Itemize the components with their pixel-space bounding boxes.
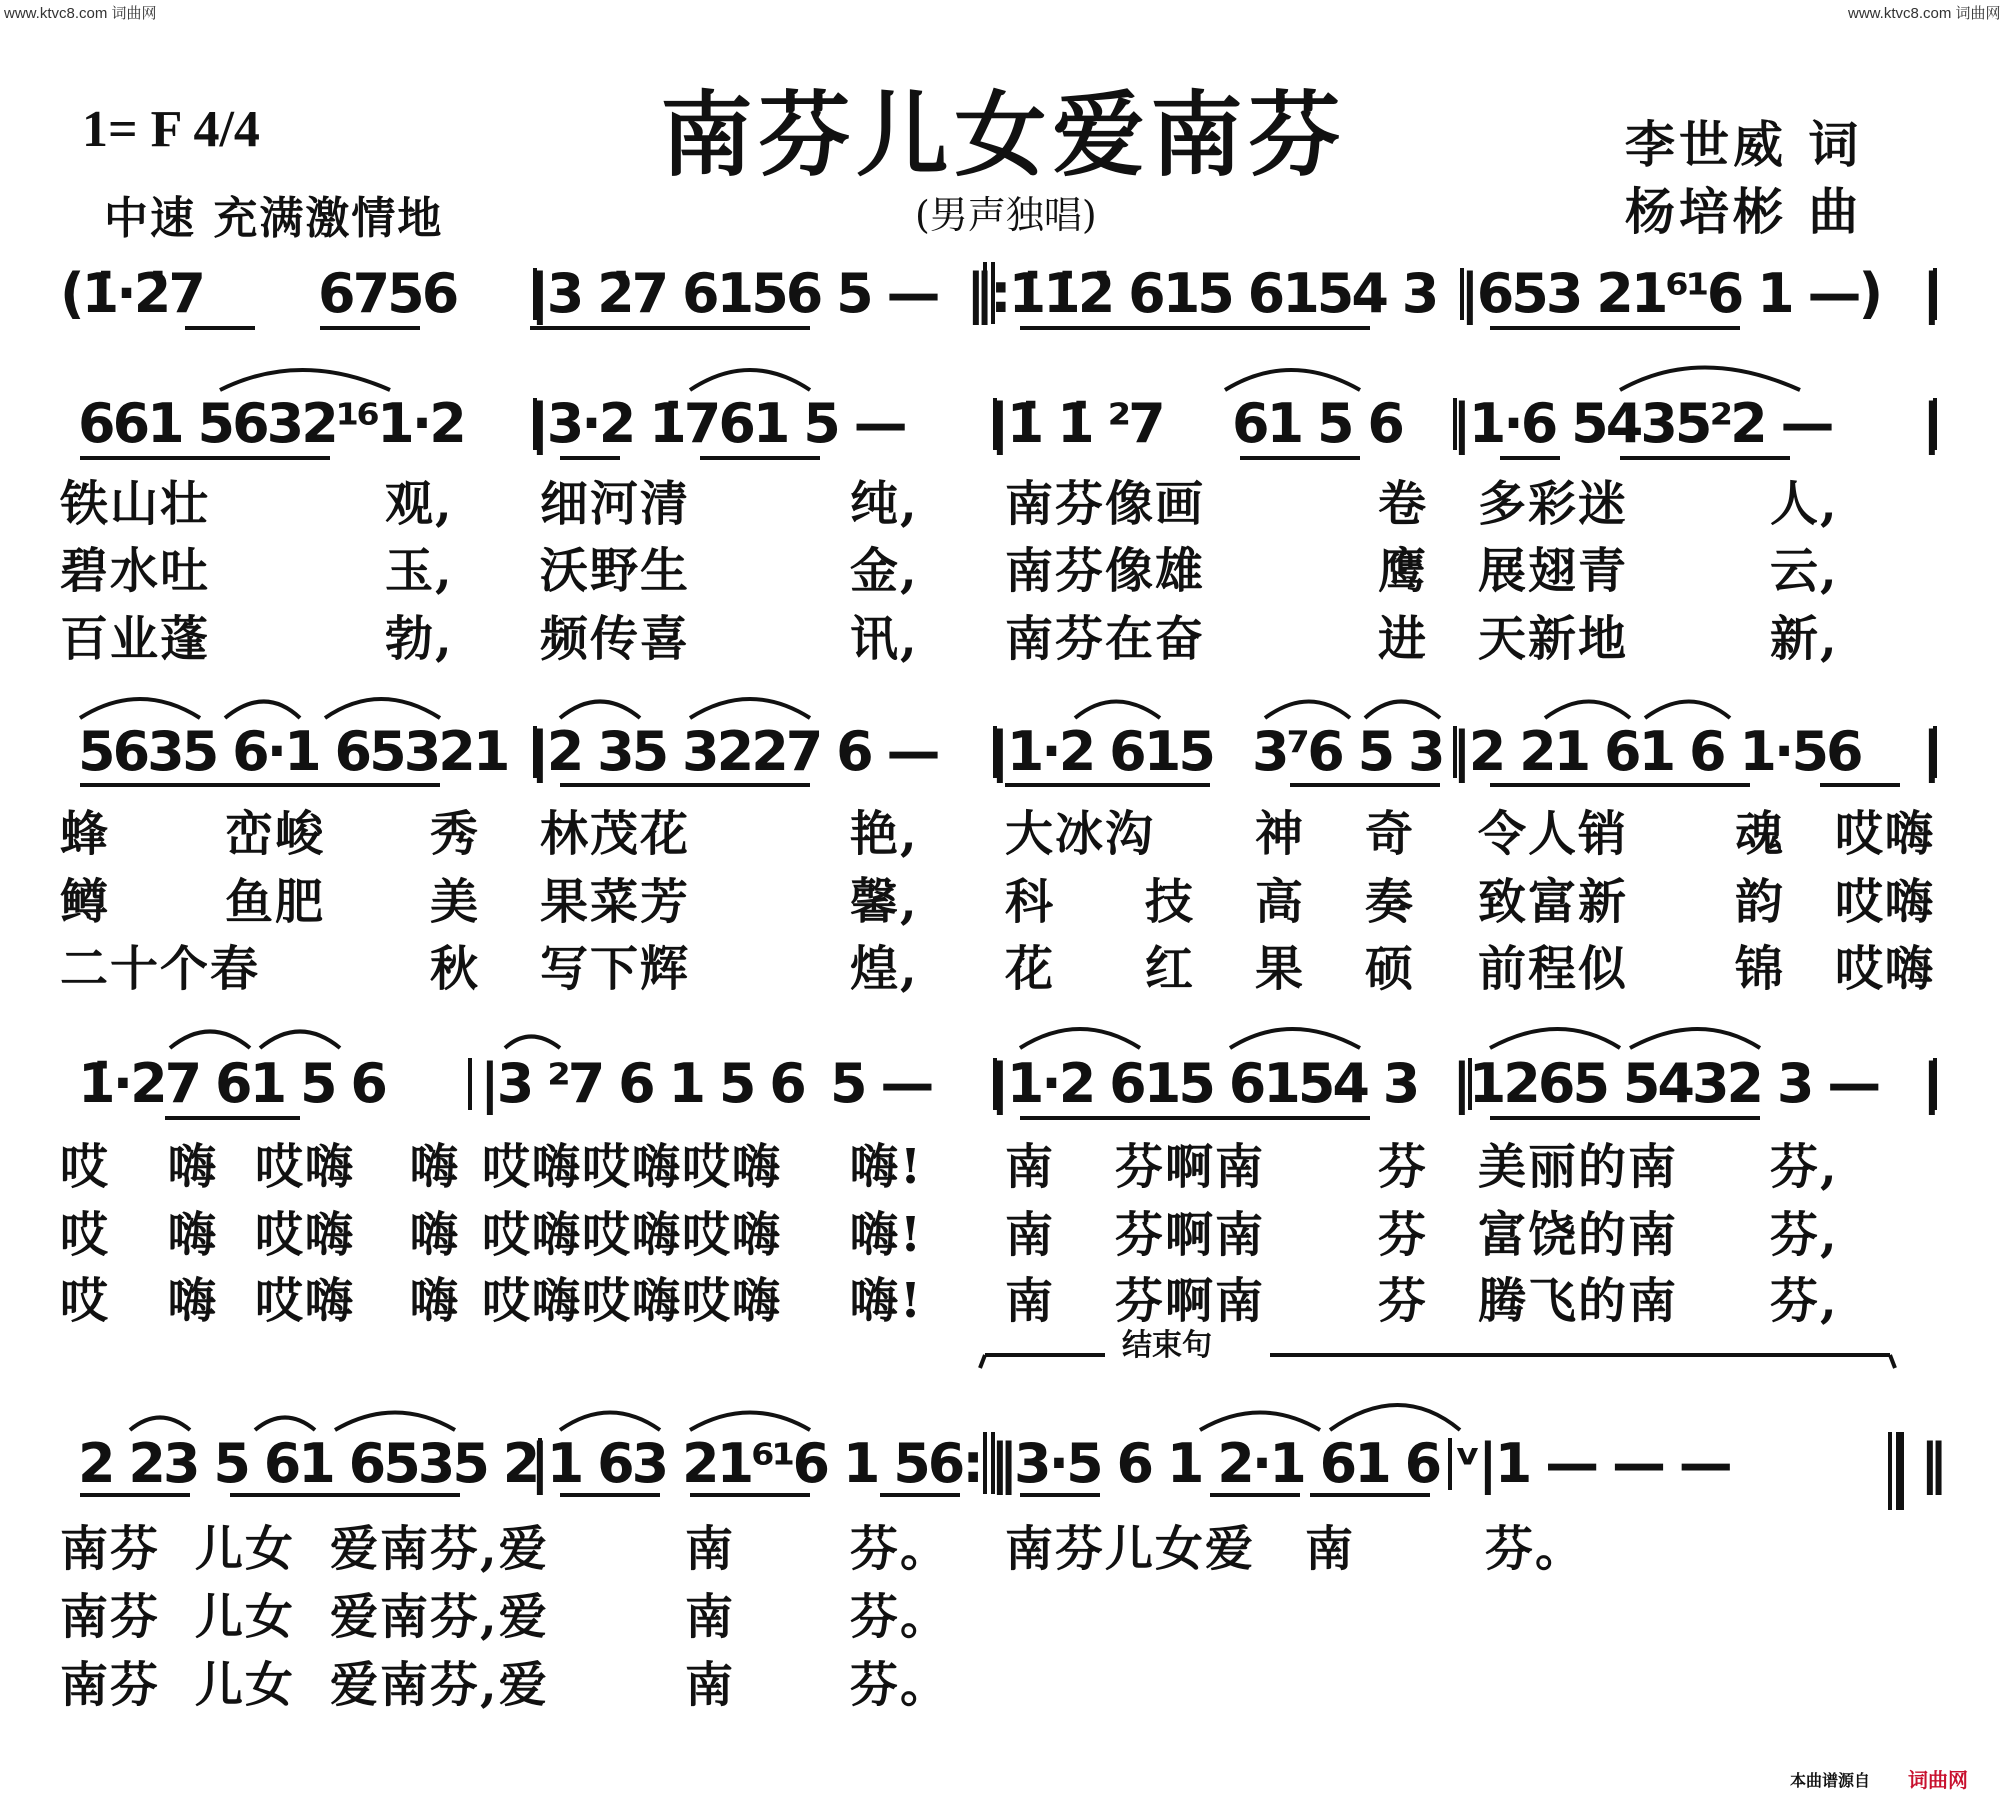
lyric-segment: 芬啊南 xyxy=(1115,1273,1266,1329)
composer-credit: 杨培彬 曲 xyxy=(1625,182,1863,241)
notation-segment: |3 ²7 6 1 5 6 xyxy=(480,1052,804,1115)
lyric-segment: 纯, xyxy=(850,476,919,532)
lyric-segment: 芬, xyxy=(1770,1273,1839,1329)
lyric-segment: 芬 xyxy=(1378,1207,1429,1263)
lyric-segment: 嗨 xyxy=(410,1207,461,1263)
lyric-segment: 锦 xyxy=(1735,941,1786,997)
notation-segment: 6756 xyxy=(318,262,457,325)
lyric-segment: 哎 xyxy=(60,1207,111,1263)
lyric-segment: 南 xyxy=(1005,1139,1056,1195)
lyric-segment: 芬啊南 xyxy=(1115,1139,1266,1195)
lyric-segment: 峦峻 xyxy=(225,806,326,862)
notation-segment: ᵛ|1 — — — xyxy=(1454,1432,1730,1495)
footer-site-logo[interactable]: 词曲网 xyxy=(1908,1770,1968,1792)
lyric-segment: 写下辉 xyxy=(540,941,691,997)
lyric-segment: 美丽的南 xyxy=(1478,1139,1679,1195)
lyric-segment: 奏 xyxy=(1365,874,1416,930)
lyric-segment: 南芬儿女爱 xyxy=(1005,1521,1256,1577)
performance-note: (男声独唱) xyxy=(915,193,1097,237)
lyric-segment: 致富新 xyxy=(1478,874,1629,930)
lyric-segment: 南芬像雄 xyxy=(1005,543,1206,599)
notation-segment: (1̇·2̇7 xyxy=(60,262,203,325)
lyric-segment: 芬 xyxy=(1378,1273,1429,1329)
notation-segment: 5 — xyxy=(830,1052,932,1115)
lyric-segment: 哎嗨 xyxy=(255,1273,356,1329)
lyric-segment: 多彩迷 xyxy=(1478,476,1629,532)
lyric-segment: 爱南 xyxy=(330,1521,431,1577)
lyric-segment: 技 xyxy=(1145,874,1196,930)
notation-segment: 661 5632¹⁶1·2 xyxy=(78,392,464,455)
lyric-segment: 碧水吐 xyxy=(60,543,211,599)
lyric-segment: 芬。 xyxy=(850,1657,951,1713)
key-signature: 1= F 4/4 xyxy=(82,101,260,158)
lyric-segment: 奇 xyxy=(1365,806,1416,862)
lyric-segment: 嗨! xyxy=(850,1139,924,1195)
lyric-segment: 哎 xyxy=(60,1273,111,1329)
lyric-segment: 哎嗨 xyxy=(1835,941,1936,997)
notation-segment: |2 35 3227 6 — xyxy=(530,720,938,783)
tempo-marking: 中速 充满激情地 xyxy=(104,193,444,244)
lyric-segment: 人, xyxy=(1770,476,1839,532)
lyric-segment: 馨, xyxy=(850,874,919,930)
lyric-segment: 芬。 xyxy=(850,1589,951,1645)
notation-segment: 2 23 5 61 6535 2 xyxy=(78,1432,538,1495)
notation-segment: |653 21⁶¹6 1 —) xyxy=(1460,262,1881,325)
lyric-segment: 令人销 xyxy=(1478,806,1629,862)
lyric-segment: 芬,爱 xyxy=(430,1521,549,1577)
notation-segment: | xyxy=(1922,262,1939,325)
lyric-segment: 芬。 xyxy=(850,1521,951,1577)
lyricist-credit: 李世威 词 xyxy=(1625,115,1863,174)
notation-segment: 3⁷6 5 3 xyxy=(1252,720,1443,783)
lyric-segment: 新, xyxy=(1770,611,1839,667)
lyric-segment: 儿女 xyxy=(195,1521,296,1577)
lyric-segment: 爱南 xyxy=(330,1589,431,1645)
lyric-segment: 哎 xyxy=(60,1139,111,1195)
lyric-segment: 观, xyxy=(385,476,454,532)
lyric-segment: 进 xyxy=(1378,611,1429,667)
watermark-right: www.ktvc8.com 词曲网 xyxy=(1848,5,2001,22)
notation-segment: |1·2 615 6154 3 xyxy=(990,1052,1418,1115)
footer-source-note: 本曲谱源自 xyxy=(1790,1773,1871,1790)
notation-segment: |3 2̇7 6156 5 — xyxy=(530,262,938,325)
lyric-segment: 沃野生 xyxy=(540,543,691,599)
lyric-segment: 嗨 xyxy=(168,1139,219,1195)
notation-segment: ‖3·5 6 1 2·1 61 6 xyxy=(990,1432,1440,1495)
lyric-segment: 嗨 xyxy=(168,1207,219,1263)
notation-segment: ‖ xyxy=(1920,1432,1944,1495)
lyric-segment: 林茂花 xyxy=(540,806,691,862)
lyric-segment: 玉, xyxy=(385,543,454,599)
lyric-segment: 嗨! xyxy=(850,1207,924,1263)
lyric-segment: 果 xyxy=(1255,941,1306,997)
lyric-segment: 硕 xyxy=(1365,941,1416,997)
lyric-segment: 芬。 xyxy=(1485,1521,1586,1577)
lyric-segment: 哎嗨哎嗨哎嗨 xyxy=(482,1273,783,1329)
lyric-segment: 蜂 xyxy=(60,806,111,862)
notation-segment: 1̇·27 61 5 6 xyxy=(78,1052,385,1115)
lyric-segment: 煌, xyxy=(850,941,919,997)
lyric-segment: 爱南 xyxy=(330,1657,431,1713)
lyric-segment: 芬, xyxy=(1770,1139,1839,1195)
lyric-segment: 秋 xyxy=(430,941,481,997)
lyric-segment: 芬啊南 xyxy=(1115,1207,1266,1263)
lyric-segment: 二十个春 xyxy=(60,941,261,997)
lyric-segment: 哎嗨 xyxy=(255,1139,356,1195)
lyric-segment: 芬,爱 xyxy=(430,1589,549,1645)
lyric-segment: 卷 xyxy=(1378,476,1429,532)
lyric-segment: 艳, xyxy=(850,806,919,862)
notation-segment: |2 21 61 6 1·56 xyxy=(1452,720,1861,783)
lyric-segment: 鹰 xyxy=(1378,543,1429,599)
notation-segment: | xyxy=(1922,1052,1939,1115)
lyric-segment: 南 xyxy=(685,1521,736,1577)
lyric-segment: 南芬 xyxy=(60,1657,161,1713)
song-title: 南芬儿女爱南芬 xyxy=(660,81,1347,189)
lyric-segment: 哎嗨哎嗨哎嗨 xyxy=(482,1207,783,1263)
lyric-segment: 南 xyxy=(685,1657,736,1713)
lyric-segment: 嗨 xyxy=(410,1273,461,1329)
lyric-segment: 嗨 xyxy=(168,1273,219,1329)
lyric-segment: 天新地 xyxy=(1478,611,1629,667)
lyric-segment: 金, xyxy=(850,543,919,599)
lyric-segment: 神 xyxy=(1255,806,1306,862)
lyric-segment: 红 xyxy=(1145,941,1196,997)
lyric-segment: 哎嗨 xyxy=(1835,874,1936,930)
notation-segment: 61 5 6 xyxy=(1232,392,1402,455)
notation-segment: |1 63 21⁶¹6 1 56: xyxy=(530,1432,981,1495)
lyric-segment: 芬 xyxy=(1378,1139,1429,1195)
lyric-segment: 南芬像画 xyxy=(1005,476,1206,532)
lyric-segment: 百业蓬 xyxy=(60,611,211,667)
lyric-segment: 花 xyxy=(1005,941,1056,997)
lyric-segment: 哎嗨 xyxy=(255,1207,356,1263)
lyric-segment: 哎嗨 xyxy=(1835,806,1936,862)
notation-segment: |1265 5432 3 — xyxy=(1452,1052,1879,1115)
lyric-segment: 勃, xyxy=(385,611,454,667)
lyric-segment: 科 xyxy=(1005,874,1056,930)
lyric-segment: 韵 xyxy=(1735,874,1786,930)
lyric-segment: 芬,爱 xyxy=(430,1657,549,1713)
lyric-segment: 铁山壮 xyxy=(60,476,211,532)
lyric-segment: 大冰沟 xyxy=(1005,806,1156,862)
lyric-segment: 秀 xyxy=(430,806,481,862)
notation-segment: ‖:1̇1̇2̇ 615 6154 3 xyxy=(966,262,1437,325)
lyric-segment: 讯, xyxy=(850,611,919,667)
lyric-segment: 富饶的南 xyxy=(1478,1207,1679,1263)
lyric-segment: 南芬 xyxy=(60,1589,161,1645)
lyric-segment: 南 xyxy=(1005,1273,1056,1329)
lyric-segment: 果菜芳 xyxy=(540,874,691,930)
lyric-segment: 展翅青 xyxy=(1478,543,1629,599)
lyric-segment: 鱼肥 xyxy=(225,874,326,930)
end-phrase-label: 结束句 xyxy=(1122,1328,1212,1363)
lyric-segment: 南芬 xyxy=(60,1521,161,1577)
lyric-segment: 儿女 xyxy=(195,1589,296,1645)
lyric-segment: 云, xyxy=(1770,543,1839,599)
notation-segment: |1·2 615 xyxy=(990,720,1213,783)
lyric-segment: 嗨 xyxy=(410,1139,461,1195)
lyric-segment: 南 xyxy=(1005,1207,1056,1263)
lyric-segment: 嗨! xyxy=(850,1273,924,1329)
lyric-segment: 鳟 xyxy=(60,874,111,930)
lyric-segment: 南 xyxy=(685,1589,736,1645)
lyric-segment: 南芬在奋 xyxy=(1005,611,1206,667)
lyric-segment: 高 xyxy=(1255,874,1306,930)
lyric-segment: 哎嗨哎嗨哎嗨 xyxy=(482,1139,783,1195)
lyric-segment: 细河清 xyxy=(540,476,691,532)
lyric-segment: 频传喜 xyxy=(540,611,691,667)
notation-segment: | xyxy=(1922,392,1939,455)
lyric-segment: 南 xyxy=(1305,1521,1356,1577)
watermark-left: www.ktvc8.com 词曲网 xyxy=(4,5,157,22)
lyric-segment: 魂 xyxy=(1735,806,1786,862)
lyric-segment: 前程似 xyxy=(1478,941,1629,997)
lyric-segment: 儿女 xyxy=(195,1657,296,1713)
notation-segment: |3·2 1̇761 5 — xyxy=(530,392,905,455)
notation-segment: 5635 6·1 65321 xyxy=(78,720,508,783)
lyric-segment: 腾飞的南 xyxy=(1478,1273,1679,1329)
notation-segment: |1·6 5435²2 — xyxy=(1452,392,1832,455)
lyric-segment: 美 xyxy=(430,874,481,930)
notation-segment: | xyxy=(1922,720,1939,783)
lyric-segment: 芬, xyxy=(1770,1207,1839,1263)
notation-segment: |1̇ 1̇ ²7 xyxy=(990,392,1163,455)
